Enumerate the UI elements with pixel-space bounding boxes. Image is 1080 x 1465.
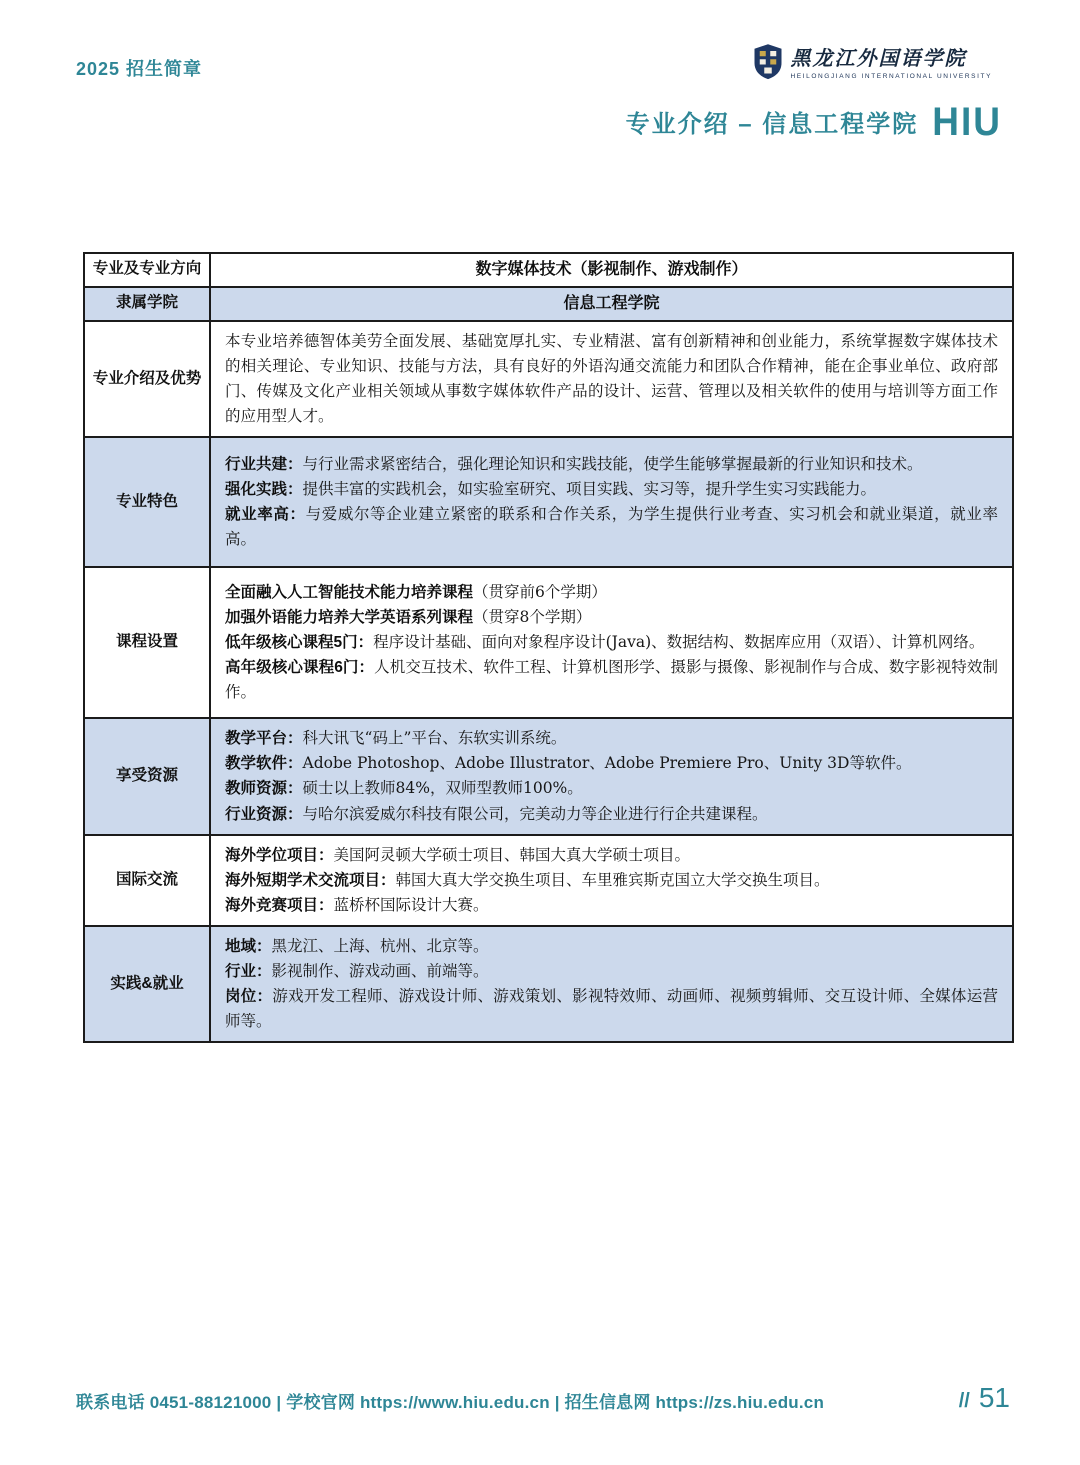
paragraph-lead: 高年级核心课程6门： xyxy=(225,659,375,677)
paragraph-lead: 强化实践： xyxy=(225,481,303,499)
row-content-cell xyxy=(211,322,1012,436)
paragraph-text: 与爱威尔等企业建立紧密的联系和合作关系，为学生提供行业考查、实习机会和就业渠道，就业率高。 xyxy=(225,505,998,549)
paragraph-lead: 教学软件： xyxy=(225,755,303,773)
row-paragraph xyxy=(225,502,998,552)
university-name-en: HEILONGJIANG INTERNATIONAL UNIVERSITY xyxy=(790,73,992,80)
section-title: 专业介绍 – 信息工程学院 xyxy=(625,111,919,138)
row-paragraph xyxy=(225,893,998,918)
table-row xyxy=(85,566,1012,717)
table-row xyxy=(85,320,1012,436)
paragraph-text: 蓝桥杯国际设计大赛。 xyxy=(333,895,489,914)
row-content-cell xyxy=(211,719,1012,833)
row-paragraph xyxy=(225,605,998,630)
paragraph-text: 硕士以上教师84%，双师型教师100%。 xyxy=(302,779,583,798)
paragraph-lead: 海外竞赛项目： xyxy=(225,896,334,914)
paragraph-text: （贯穿8个学期） xyxy=(473,608,592,627)
paragraph-lead: 地域： xyxy=(225,938,272,956)
row-paragraph xyxy=(225,580,998,605)
paragraph-text: 科大讯飞“码上”平台、东软实训系统。 xyxy=(302,729,567,748)
paragraph-lead: 信息工程学院 xyxy=(563,294,660,312)
row-paragraph xyxy=(225,477,998,502)
row-paragraph xyxy=(225,329,998,429)
university-shield-icon xyxy=(753,43,783,80)
table-row xyxy=(85,254,1012,286)
row-content-cell xyxy=(211,254,1012,286)
row-label-cell: 专业特色 xyxy=(85,438,211,566)
row-paragraph xyxy=(225,934,998,959)
row-label-cell: 享受资源 xyxy=(85,719,211,833)
table-row xyxy=(85,925,1012,1041)
university-name-cn: 黑龙江外国语学院 xyxy=(790,46,967,70)
table-row xyxy=(85,717,1012,833)
row-paragraph xyxy=(225,726,998,751)
paragraph-text: 与哈尔滨爱威尔科技有限公司，完美动力等企业进行行企共建课程。 xyxy=(302,804,768,823)
paragraph-text: 影视制作、游戏动画、前端等。 xyxy=(271,962,489,981)
hiu-logo: HIU xyxy=(932,99,1002,144)
row-paragraph xyxy=(563,291,659,317)
row-paragraph xyxy=(225,802,998,827)
paragraph-lead: 全面融入人工智能技术能力培养课程 xyxy=(225,583,474,601)
row-label-cell: 隶属学院 xyxy=(85,288,211,320)
row-content-cell xyxy=(211,438,1012,566)
page-number-value: 51 xyxy=(978,1382,1010,1413)
paragraph-lead: 加强外语能力培养大学英语系列课程 xyxy=(225,609,474,627)
paragraph-lead: 海外短期学术交流项目： xyxy=(225,871,396,889)
paragraph-lead: 就业率高： xyxy=(225,506,306,524)
row-content-cell xyxy=(211,288,1012,320)
paragraph-text: 黑龙江、上海、杭州、北京等。 xyxy=(271,937,489,956)
row-label-cell: 课程设置 xyxy=(85,568,211,717)
university-name-block xyxy=(791,42,993,80)
paragraph-lead: 低年级核心课程5门： xyxy=(225,634,374,652)
paragraph-text: （贯穿前6个学期） xyxy=(473,582,607,601)
paragraph-lead: 行业： xyxy=(225,963,272,981)
brochure-title: 2025 招生简章 xyxy=(76,59,203,79)
row-paragraph xyxy=(225,630,998,655)
paragraph-text: 本专业培养德智体美劳全面发展、基础宽厚扎实、专业精湛、富有创新精神和创业能力，系统掌握数字媒体技术的相关理论、专业知识、技能与方法，具有良好的外语沟通交流能力和团队合作精神，能在企事业单位、政府部门、传媒及文化产业相关领域从事数字媒体软件产品的设计、运营、管理以及相关软件的使用与培训等方面工作的应用型人才。 xyxy=(225,331,998,426)
paragraph-lead: 海外学位项目： xyxy=(225,846,334,864)
row-paragraph xyxy=(225,776,998,801)
major-info-table xyxy=(83,252,1014,1043)
paragraph-text: 人机交互技术、软件工程、计算机图形学、摄影与摄像、影视制作与合成、数字影视特效制作。 xyxy=(225,658,998,702)
paragraph-lead: 行业共建： xyxy=(225,456,303,474)
paragraph-lead: 岗位： xyxy=(225,988,273,1006)
university-logo xyxy=(753,42,993,80)
paragraph-text: Adobe Photoshop、Adobe Illustrator、Adobe Premiere Pro、Unity 3D等软件。 xyxy=(302,754,912,773)
table-row xyxy=(85,286,1012,320)
paragraph-text: 与行业需求紧密结合，强化理论知识和实践技能，使学生能够掌握最新的行业知识和技术。 xyxy=(302,455,923,474)
row-paragraph xyxy=(225,655,998,705)
row-content-cell xyxy=(211,568,1012,717)
row-paragraph xyxy=(225,984,998,1034)
paragraph-text: 程序设计基础、面向对象程序设计(Java)、数据结构、数据库应用（双语）、计算机网络。 xyxy=(373,633,985,652)
row-paragraph xyxy=(475,257,747,283)
table-row xyxy=(85,436,1012,566)
row-paragraph xyxy=(225,751,998,776)
paragraph-text: 韩国大真大学交换生项目、车里雅宾斯克国立大学交换生项目。 xyxy=(395,870,830,889)
paragraph-lead: 行业资源： xyxy=(225,805,303,823)
paragraph-lead: 数字媒体技术（影视制作、游戏制作） xyxy=(475,261,748,278)
row-label-cell: 专业及专业方向 xyxy=(85,254,211,286)
row-paragraph xyxy=(225,843,998,868)
row-label-cell: 实践&就业 xyxy=(85,927,211,1041)
page-number xyxy=(959,1382,1010,1414)
row-paragraph xyxy=(225,959,998,984)
paragraph-lead: 教师资源： xyxy=(225,780,303,798)
row-paragraph xyxy=(225,868,998,893)
section-header xyxy=(625,99,1002,144)
paragraph-text: 美国阿灵顿大学硕士项目、韩国大真大学硕士项目。 xyxy=(333,845,691,864)
paragraph-text: 游戏开发工程师、游戏设计师、游戏策划、影视特效师、动画师、视频剪辑师、交互设计师、全媒体运营师等。 xyxy=(225,987,998,1031)
paragraph-lead: 教学平台： xyxy=(225,730,303,748)
page-number-slashes: // xyxy=(958,1390,970,1412)
row-content-cell xyxy=(211,836,1012,925)
row-content-cell xyxy=(211,927,1012,1041)
footer-contact: 联系电话 0451-88121000 | 学校官网 https://www.hiu.edu.cn | 招生信息网 https://zs.hiu.edu.cn xyxy=(76,1393,825,1412)
row-label-cell: 专业介绍及优势 xyxy=(85,322,211,436)
row-paragraph xyxy=(225,452,998,477)
paragraph-text: 提供丰富的实践机会，如实验室研究、项目实践、实习等，提升学生实习实践能力。 xyxy=(302,480,877,499)
table-row xyxy=(85,834,1012,925)
row-label-cell: 国际交流 xyxy=(85,836,211,925)
